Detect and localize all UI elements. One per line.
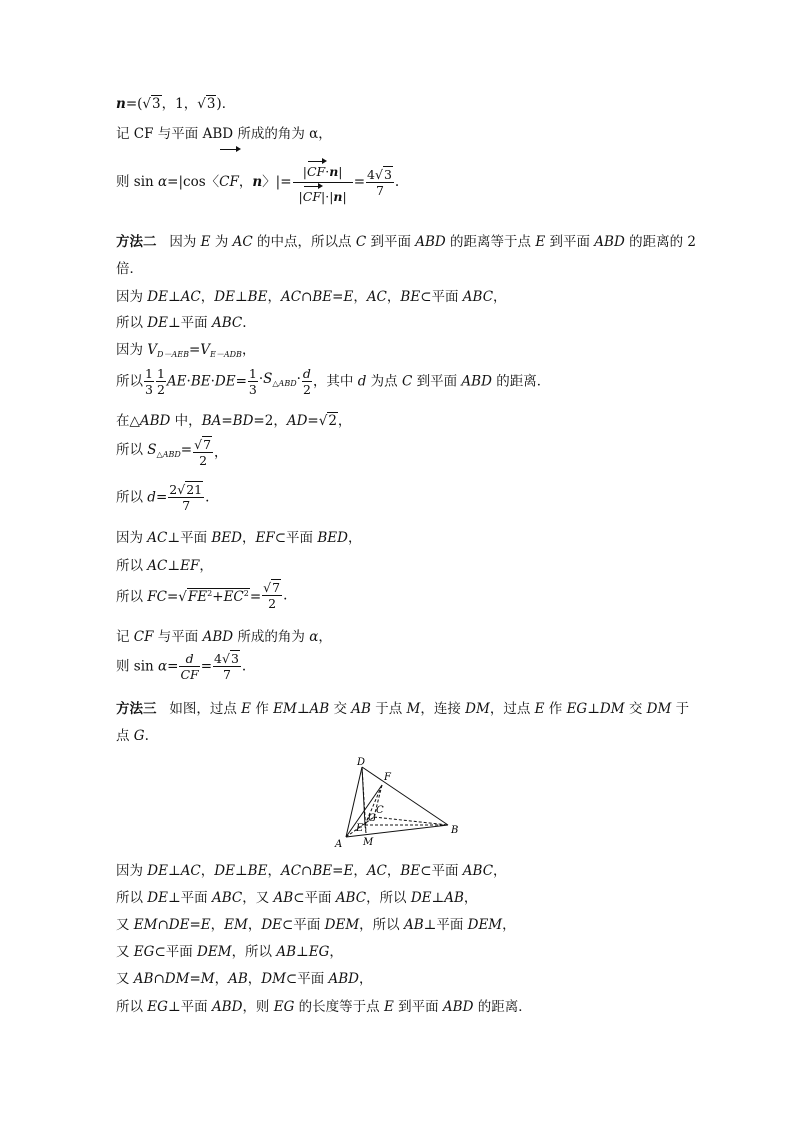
line-ab-cap-dm: 又 AB∩DM=M，AB，DM⊂平面 ABD， <box>116 971 373 987</box>
line-eg-distance: 所以 EG⊥平面 ABD，则 EG 的长度等于点 E 到平面 ABD 的距离． <box>116 999 532 1015</box>
point-label-f: F <box>384 772 391 783</box>
line-sin-formula-2: 则 sin α= $\frac{d}{CF}$ = $\frac{4√3}{7}$ . <box>116 651 247 682</box>
line-distance-d: 所以 d= $\frac{2√21}{7}$ . <box>116 482 210 513</box>
line-volume-equal: 因为 $V_{D-AEB}=V_{E-ADB}$， <box>116 342 256 359</box>
method-three-heading: 方法三 <box>116 701 157 717</box>
line-triangle-abd: 在△ABD 中，BA=BD=2，AD=√2， <box>116 413 352 429</box>
geometry-figure <box>330 755 465 850</box>
line-ab-perp-eg: 又 EG⊂平面 DEM，所以 AB⊥EG， <box>116 944 343 960</box>
point-label-c: C <box>376 805 384 816</box>
method-two-intro-cont: 倍． <box>116 261 143 277</box>
line-volume-equation: 所以 $\frac{1}{3}$ $\frac{1}{2}$ AE·BE·DE= $\frac{1}{3}$ $\cdot S_{\triangle ABD}\cdot$ $\frac{d}{2}$ ，其中 d 为点 C 到平面 ABD 的距离． <box>116 366 551 397</box>
line-de-perp-plane-1: 所以 DE⊥平面 ABC. <box>116 315 247 331</box>
line-fc-length: 所以 $FC=√FE^2+EC^2=$ $\frac{√7}{2}$ . <box>116 580 288 611</box>
line-de-perp-ab: 所以 DE⊥平面 ABC，又 AB⊂平面 ABC，所以 DE⊥AB， <box>116 890 478 906</box>
point-label-g: G <box>368 813 376 824</box>
method-two-intro: 方法二 因为 E 为 AC 的中点，所以点 C 到平面 ABD 的距离等于点 E 到平面 ABD 的距离的 2 <box>116 234 696 250</box>
point-label-d: D <box>357 757 366 768</box>
line-angle-def-2: 记 CF 与平面 ABD 所成的角为 α， <box>116 629 332 645</box>
method-two-heading: 方法二 <box>116 234 157 250</box>
line-perp-conditions-1: 因为 DE⊥AC，DE⊥BE，AC∩BE=E，AC，BE⊂平面 ABC， <box>116 289 507 305</box>
line-normal-vector: n=(√3，1，√3)． <box>116 96 236 112</box>
point-label-e: E <box>356 823 364 834</box>
line-area-abd: 所以 $S_{\triangle ABD}=$ $\frac{√7}{2}$ ， <box>116 437 228 468</box>
line-angle-def-1: 记 CF 与平面 ABD 所成的角为 α， <box>116 126 332 142</box>
point-label-a: A <box>335 839 343 850</box>
method-three-intro: 方法三 如图，过点 E 作 EM⊥AB 交 AB 于点 M，连接 DM，过点 E 作 EG⊥DM 交 DM 于 <box>116 701 690 717</box>
line-ac-perp-bed: 因为 AC⊥平面 BED，EF⊂平面 BED， <box>116 530 362 546</box>
point-label-b: B <box>451 825 459 836</box>
line-ab-perp-dem: 又 EM∩DE=E，EM，DE⊂平面 DEM，所以 AB⊥平面 DEM， <box>116 917 516 933</box>
method-three-intro-cont: 点 G. <box>116 728 149 744</box>
point-label-m: M <box>363 837 374 848</box>
line-ac-perp-ef: 所以 AC⊥EF， <box>116 558 213 574</box>
line-sin-formula-1: 则 sin α=|cos〈CF，n〉|= $\frac{|CF\cdot n|}{|CF|\cdot|n|}$ = $\frac{4√3}{7}$ . <box>116 152 399 212</box>
line-perp-conditions-2: 因为 DE⊥AC，DE⊥BE，AC∩BE=E，AC，BE⊂平面 ABC， <box>116 863 507 879</box>
